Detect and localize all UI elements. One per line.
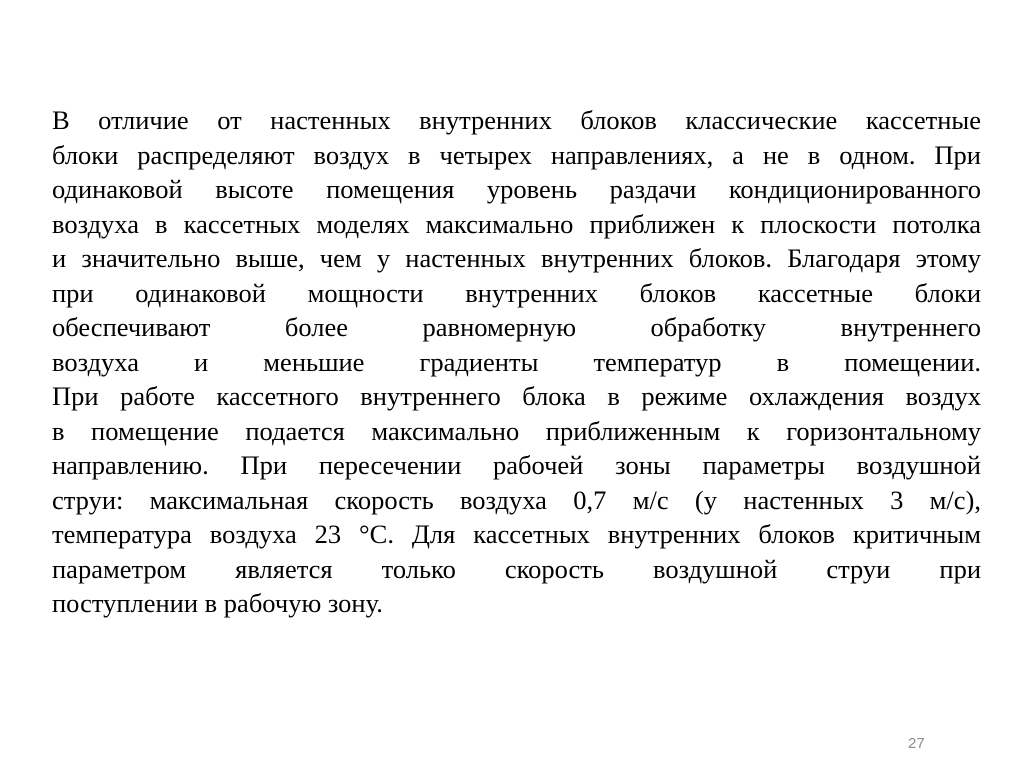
paragraph-line: направлению. При пересечении рабочей зоны параметры воздушной [52,450,981,480]
paragraph-line: в помещение подается максимально приближенным к горизонтальному [52,415,981,446]
paragraph-line: воздуха в кассетных моделях максимально приближен к плоскости потолка [52,208,981,239]
paragraph-line: При работе кассетного внутреннего блока в режиме охлаждения воздух [52,381,981,411]
paragraph-line: поступлении в рабочую зону. [52,588,383,618]
page-number: 27 [908,735,925,752]
paragraph-line: и значительно выше, чем у настенных внутренних блоков. Благодаря этому [52,243,981,273]
paragraph-line: струи: максимальная скорость воздуха 0,7 м/с (у настенных 3 м/с), [52,484,981,515]
paragraph-line: блоки распределяют воздух в четырех направлениях, а не в одном. При [52,139,981,170]
paragraph-line: одинаковой высоте помещения уровень раздачи кондиционированного [52,174,981,204]
paragraph-line: обеспечивают более равномерную обработку внутреннего [52,312,981,342]
paragraph-line: В отличие от настенных внутренних блоков классические кассетные [52,105,981,135]
paragraph-line: воздуха и меньшие градиенты температур в помещении. [52,346,981,377]
paragraph-line: температура воздуха 23 °С. Для кассетных внутренних блоков критичным [52,519,981,549]
paragraph-line: параметром является только скорость воздушной струи при [52,553,981,584]
paragraph-line: при одинаковой мощности внутренних блоков кассетные блоки [52,277,981,308]
body-paragraph [52,103,981,621]
